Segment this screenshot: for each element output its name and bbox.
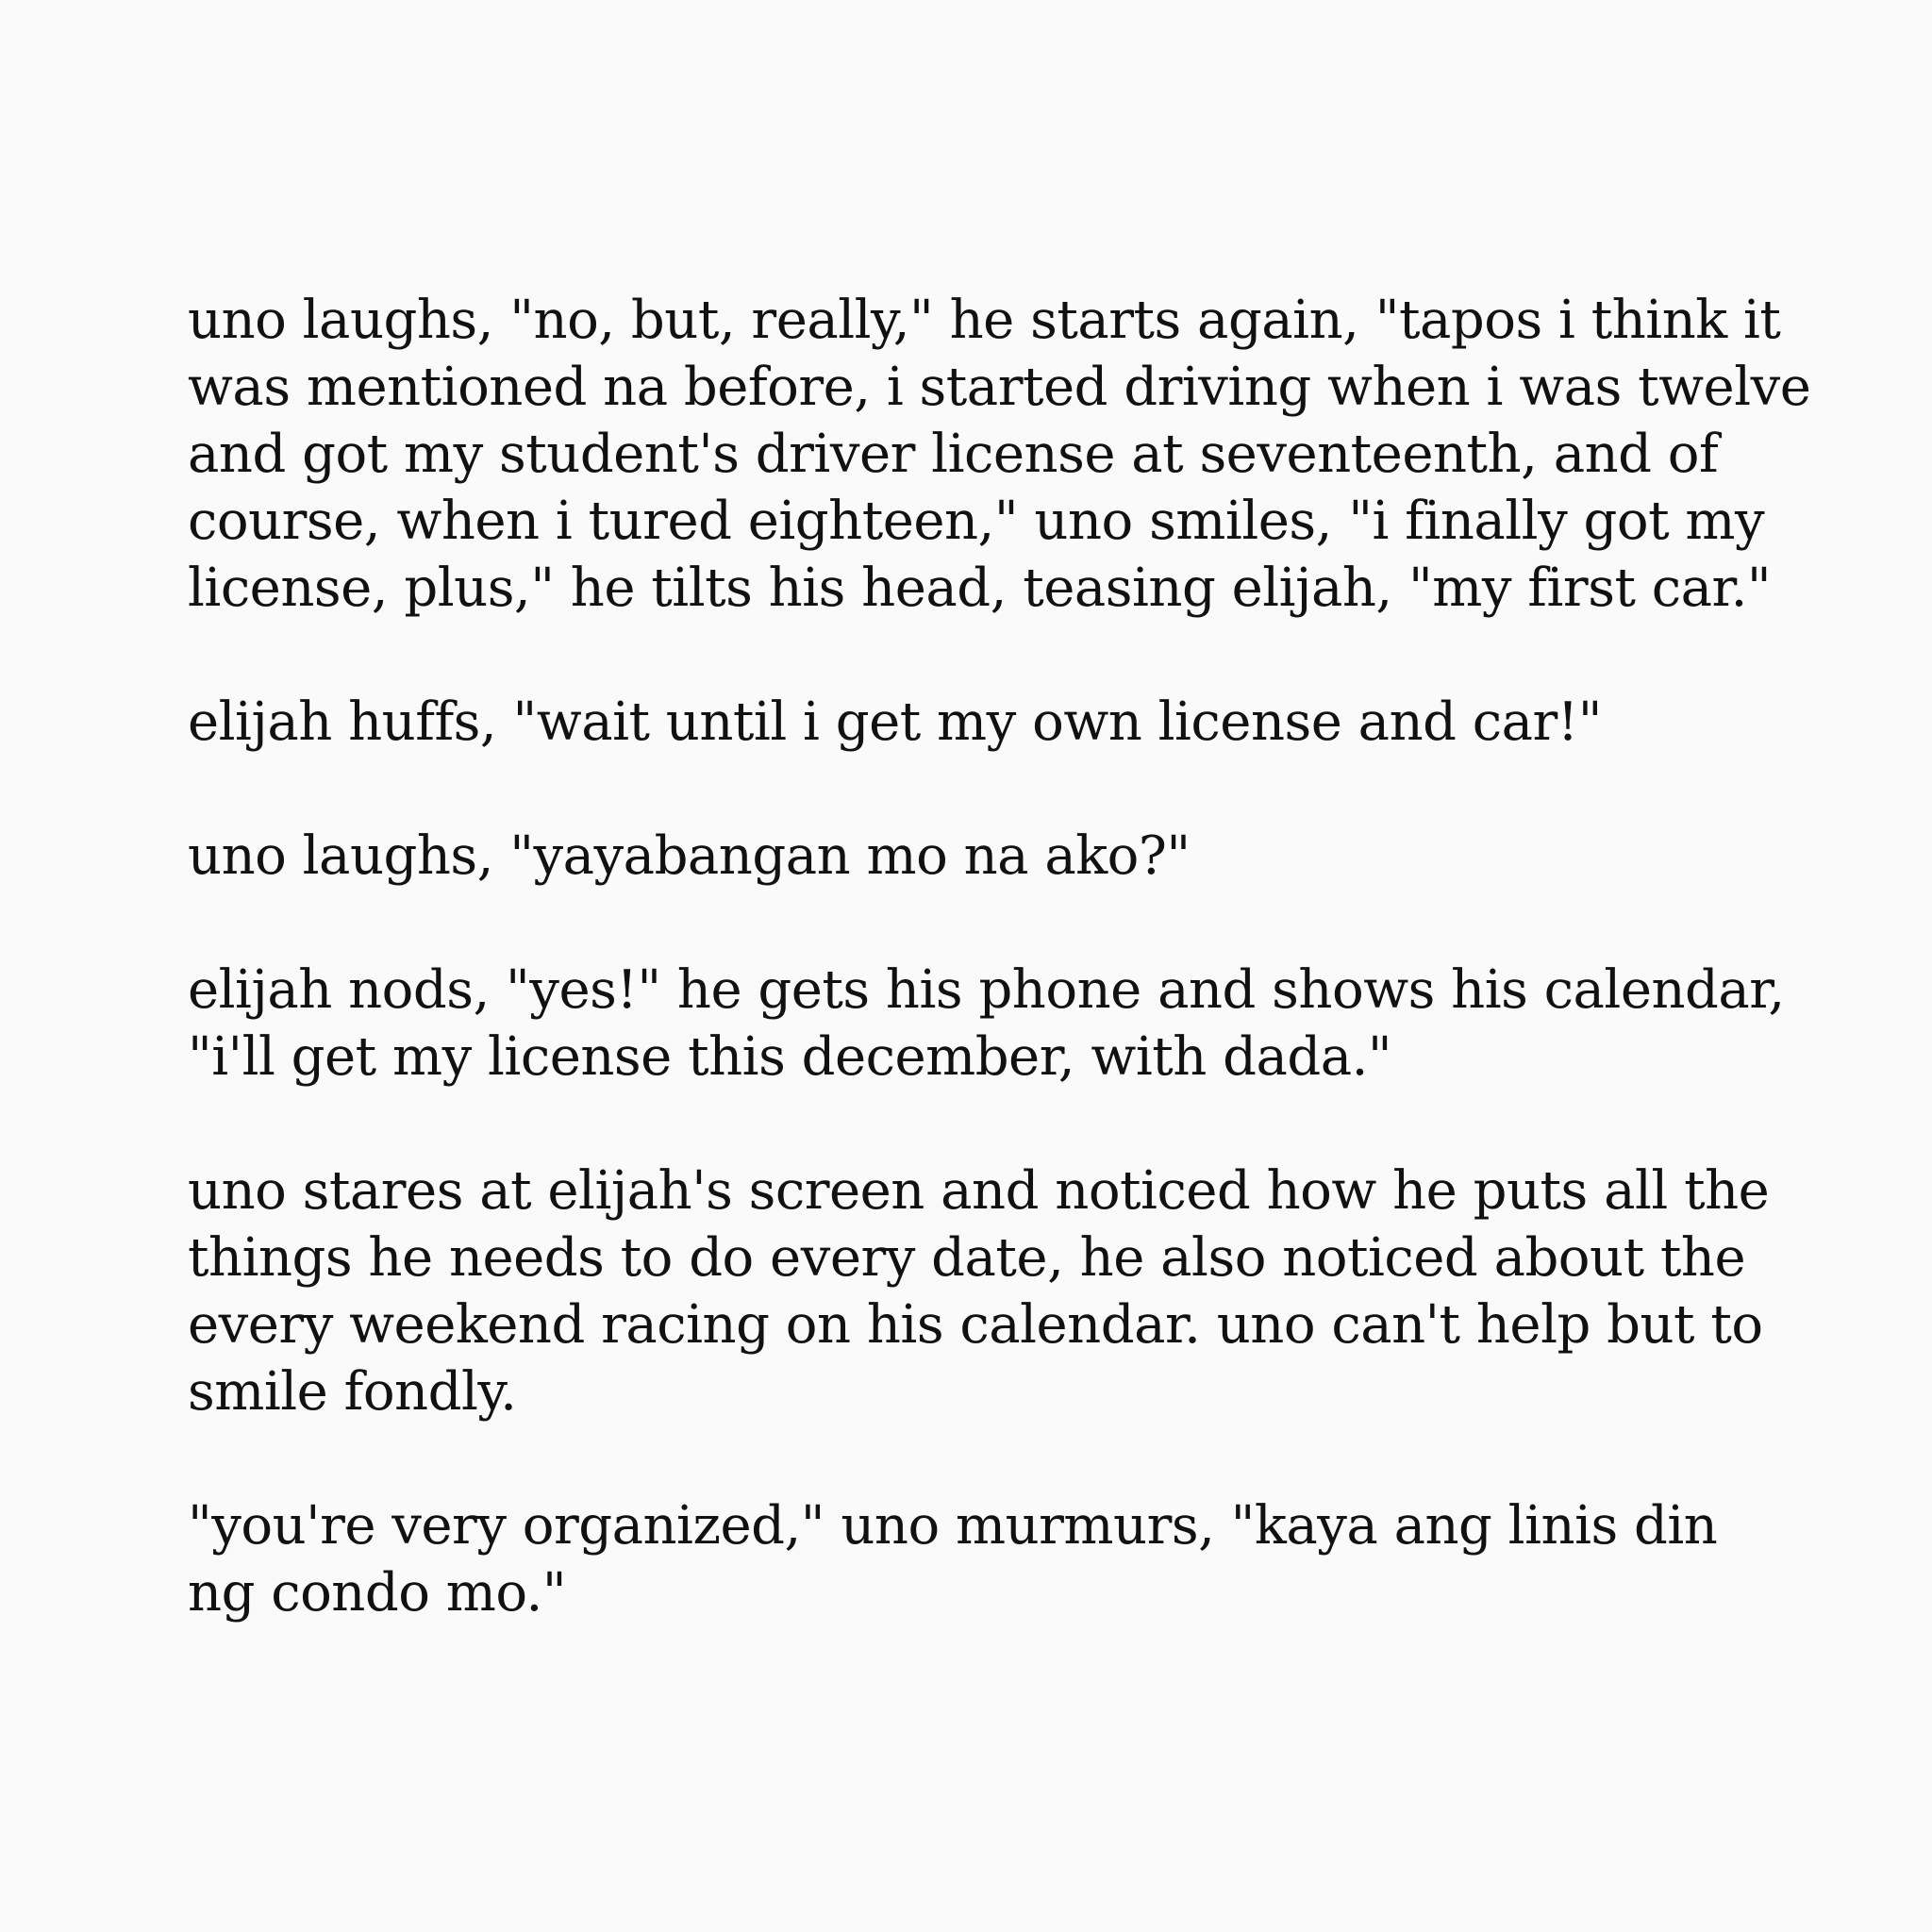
paragraph-gap <box>188 890 1810 957</box>
text-line: uno stares at elijah's screen and noticed how he puts all the <box>188 1160 1770 1222</box>
text-line: "i'll get my license this december, with dada." <box>188 1026 1392 1088</box>
paragraph-3 <box>188 823 1810 890</box>
text-line: every weekend racing on his calendar. uno can't help but to <box>188 1294 1763 1356</box>
story-text <box>188 287 1810 1626</box>
paragraph-gap <box>188 1425 1810 1492</box>
text-line: elijah huffs, "wait until i get my own license and car!" <box>188 691 1603 753</box>
text-line: uno laughs, "no, but, really," he starts again, "tapos i think it <box>188 290 1781 351</box>
text-line: uno laughs, "yayabangan mo na ako?" <box>188 825 1191 887</box>
paragraph-5 <box>188 1158 1810 1425</box>
paragraph-2 <box>188 689 1810 756</box>
text-line: "you're very organized," uno murmurs, "kaya ang linis din <box>188 1495 1718 1557</box>
paragraph-gap <box>188 1091 1810 1158</box>
text-line: was mentioned na before, i started driving when i was twelve <box>188 357 1811 418</box>
paragraph-1 <box>188 287 1810 622</box>
paragraph-4 <box>188 957 1810 1091</box>
text-line: and got my student's driver license at seventeenth, and of <box>188 424 1719 485</box>
text-line: things he needs to do every date, he also noticed about the <box>188 1227 1746 1289</box>
text-line: ng condo mo." <box>188 1562 567 1624</box>
text-line: license, plus," he tilts his head, teasing elijah, "my first car." <box>188 558 1772 619</box>
paragraph-gap <box>188 756 1810 823</box>
text-line: smile fondly. <box>188 1361 517 1423</box>
text-line: course, when i tured eighteen," uno smiles, "i finally got my <box>188 491 1765 552</box>
paragraph-gap <box>188 622 1810 689</box>
text-line: elijah nods, "yes!" he gets his phone and shows his calendar, <box>188 959 1785 1021</box>
paragraph-6 <box>188 1492 1810 1626</box>
